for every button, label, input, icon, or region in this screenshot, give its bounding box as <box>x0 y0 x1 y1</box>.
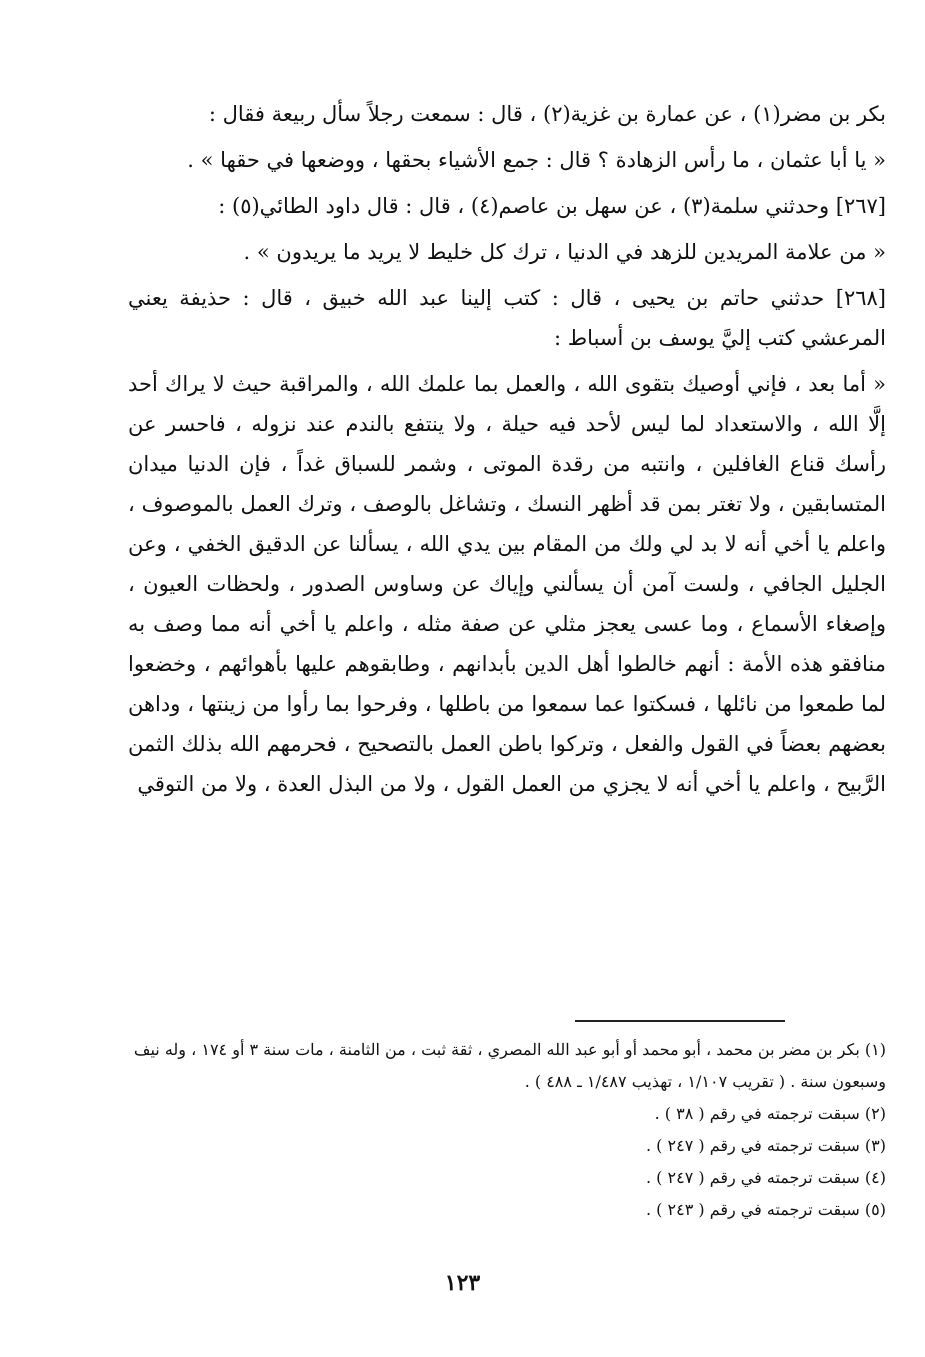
footnotes <box>128 1034 886 1226</box>
paragraph-bakr-ibn-mudar: بكر بن مضر(١) ، عن عمارة بن غزية(٢) ، قال : سمعت رجلاً سأل ربيعة فقال : <box>208 102 886 126</box>
footnote-divider <box>575 1020 785 1022</box>
paragraph-rabia-quote: « يا أبا عثمان ، ما رأس الزهادة ؟ قال : جمع الأشياء بحقها ، ووضعها في حقها » . <box>187 148 886 172</box>
page-number: ١٢٣ <box>444 1270 481 1296</box>
footnote-5: (٥) سبقت ترجمته في رقم ( ٢٤٣ ) . <box>646 1200 886 1219</box>
paragraph-267-isnad: [٢٦٧] وحدثني سلمة(٣) ، عن سهل بن عاصم(٤) ، قال : قال داود الطائي(٥) : <box>218 194 886 218</box>
main-text <box>128 94 886 810</box>
paragraph-268-isnad: [٢٦٨] حدثني حاتم بن يحيى ، قال : كتب إلينا عبد الله خبيق ، قال : حذيفة يعني المرعشي كتب إليَّ يوسف بن أسباط : <box>128 286 886 350</box>
footnote-3: (٣) سبقت ترجمته في رقم ( ٢٤٧ ) . <box>646 1136 886 1155</box>
paragraph-yusuf-letter: « أما بعد ، فإني أوصيك بتقوى الله ، والعمل بما علمك الله ، والمراقبة حيث لا يراك أحد إلَّا الله ، والاستعداد لما ليس لأحد فيه حيلة ، ولا ينتفع بالندم عند نزوله ، فاحسر عن رأسك قناع الغافلين ، وانتبه من رقدة الموتى ، وشمر للسباق غداً ، فإن الدنيا ميدان المتسابقين ، ولا تغتر بمن قد أظهر النسك ، وتشاغل بالوصف ، وترك العمل بالموصوف ، واعلم يا أخي أنه لا بد لي ولك من المقام بين يدي الله ، يسألنا عن الدقيق الخفي ، وعن الجليل الجافي ، ولست آمن أن يسألني وإياك عن وساوس الصدور ، ولحظات العيون ، وإصغاء الأسماع ، وما عسى يعجز مثلي عن صفة مثله ، واعلم يا أخي أنه مما وصف به منافقو هذه الأمة : أنهم خالطوا أهل الدين بأبدانهم ، وطابقوهم عليها بأهوائهم ، وخضعوا لما طمعوا من نائلها ، فسكتوا عما سمعوا من باطلها ، وفرحوا بما رأوا من زينتها ، وداهن بعضهم بعضاً في القول والفعل ، وتركوا باطن العمل بالتصحيح ، فحرمهم الله بذلك الثمن الرَّبيح ، واعلم يا أخي أنه لا يجزي من العمل القول ، ولا من البذل العدة ، ولا من التوقي <box>128 372 886 796</box>
paragraph-dawud-quote: « من علامة المريدين للزهد في الدنيا ، ترك كل خليط لا يريد ما يريدون » . <box>243 240 886 264</box>
footnote-2: (٢) سبقت ترجمته في رقم ( ٣٨ ) . <box>654 1104 886 1123</box>
footnote-1: (١) بكر بن مضر بن محمد ، أبو محمد أو أبو عبد الله المصري ، ثقة ثبت ، من الثامنة ، مات سنة ٣ أو ١٧٤ ، وله نيف وسبعون سنة . ( تقريب ١/١٠٧ ، تهذيب ١/٤٨٧ ـ ٤٨٨ ) . <box>133 1040 886 1091</box>
footnote-4: (٤) سبقت ترجمته في رقم ( ٢٤٧ ) . <box>646 1168 886 1187</box>
